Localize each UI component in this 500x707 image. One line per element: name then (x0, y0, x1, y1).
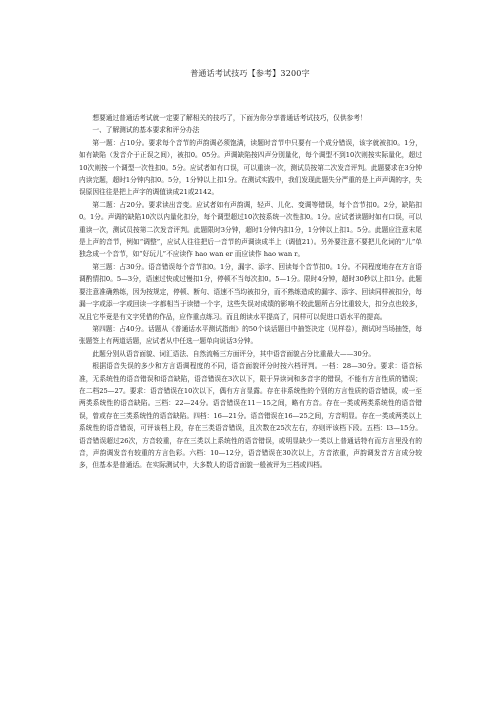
paragraph-question-3: 第三题：占30分。语音错误每个音节扣0。1分，漏字、添字、回读每个音节扣0。1分。不同程度地存在方言语调酌情扣0。5—3分，语速过快或过慢扣1分，停顿不当每次扣0。5—1分。限时4分钟，超时30秒以上扣1分。此题要注意准确熟练，因为按规定，停顿、断句、语速不当均被扣分，而不熟练造成的漏字、添字、回读同样被扣分，每漏一字或添一字或回读一字都相当于读错一个字，这些失误对成绩的影响不较此题所占分比重较大，扣分点也较多，况且它毕竟是有文字凭借的作品，应作重点练习。而且朗读水平提高了，同样可以促进口语水平的提高。 (79, 262, 422, 321)
document-body (79, 112, 422, 472)
paragraph-scoring-levels: 根据语音失误的多少和方言语调程度的不同，语音面貌评分时按六档评判。一档：28—30分。要求：语音标准，无系统性的语音错误和语音缺陷，语音错误在3次以下，限于异读词和多音字的错误，不能有方言性质的错误；在二档25—27。要求：语音错误在10次以下，偶有方言显露。存在非系统性的个别的方言性质的语音错误，或一至两类系统性的语音缺陷。三档：22—24分。语音错误在11－15之间，略有方音。存在一类或两类系统性的语音错误，曾或存在三类系统性的语音缺陷。四档：16—21分。语音错误在16—25之间，方音明显。存在一类或两类以上系统性的语音错误，可评该档上段，存在三类语音错误，且次数在25次左右，亦则评该档下段。五档：l3—15分。语音错误超过26次，方音较重，存在三类以上系统性的语音错误，或明显缺少一类以上普通话特有而方言里没有的音，声韵调发音有较重的方言色彩。六档：10—12分，语音错误在30次以上，方音浓重，声韵调发音方言成分较多，但基本是普通话。在实际测试中，大多数人的语音面貌一般被评为三档或四档。 (79, 362, 422, 470)
paragraph-question-1: 第一题：占10分。要求每个音节的声韵调必须饱满，读题时音节中只要有一个成分错误，该字就被扣0。1分，如有缺陷（发音介于正误之间），被扣0。05分。声调缺陷按四声分别量化，每个调型不到10次则按实际量化，超过10次则按一个调型一次性扣0。5分。应试者如有口误，可以重读一次，测试员按第二次发音评判。此题要求在3分钟内读完题，超时1分钟内扣0。5分，1分钟以上扣1分。在测试实践中，我们发现此题失分严重的是上声声调的字，失误原因往往是把上声字的调值读成21或2142。 (79, 138, 422, 197)
paragraph-question-4: 第四题：占40分。话题从《普通话水平测试指南》的50个谈话题目中抽签决定（见样卷），测试时当场抽签，每张题签上有两道话题，应试者从中任选一题单向说话3分钟。 (79, 324, 422, 346)
paragraph-question-2: 第二题：占20分。要求读出音变。应试者如有声韵调，轻声、儿化、变调等错误，每个音节扣0。2分，缺陷扣0。1分。声调的缺陷10次以内量化扣分，每个调型超过10次按系统一次性扣0。1分。应试者读题时如有口误，可以重读一次，测试员按第二次发音评判。此题限时3分钟，超时1分钟内扣1分，1分钟以上扣1。5分。此题应注意末尾是上声的音节，例如“调整”，应试人往往把后一音节的声调读成半上（调值21）。另外要注意不要把儿化词的“儿”单独念成一个音节，如“好玩儿”不应读作 hao wan er 而应读作 hao wan r。 (79, 200, 422, 259)
paragraph-scoring-summary: 此题分别从语音面貌、词汇语法、自然流畅三方面评分，其中语音面貌占分比重最大——30分。 (92, 349, 376, 358)
paragraph-intro: 想要通过普通话考试就一定要了解相关的技巧了，下面为你分享普通话考试技巧，仅供参考！ (92, 114, 367, 122)
document-title: 普通话考试技巧【参考】3200字 (190, 69, 310, 78)
section-heading: 一、了解测试的基本要求和评分办法 (92, 126, 200, 135)
